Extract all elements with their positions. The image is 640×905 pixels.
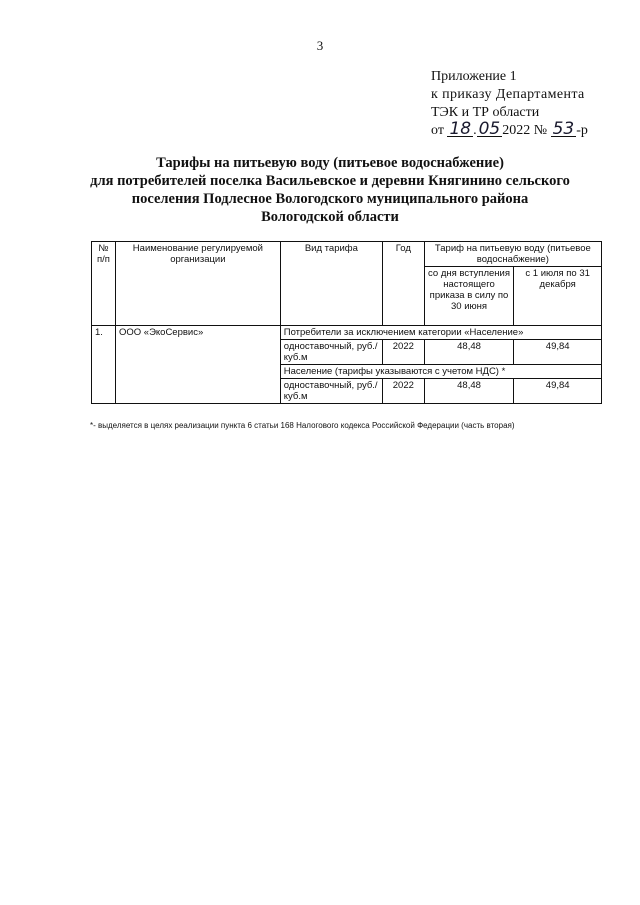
appendix-order-ref: к приказу Департамента [431, 87, 585, 102]
header-type: Вид тарифа [280, 242, 382, 326]
header-period-2: с 1 июля по 31 декабря [514, 267, 602, 326]
group-2-year: 2022 [382, 379, 424, 404]
date-year: 2022 [502, 123, 531, 138]
group-2-label: Население (тарифы указываются с учетом НДС) * [280, 365, 601, 379]
group-1-year: 2022 [382, 340, 424, 365]
header-period-1: со дня вступления настоящего приказа в силу по 30 июня [424, 267, 514, 326]
header-tariff-group: Тариф на питьевую воду (питьевое водоснабжение) [424, 242, 601, 267]
table-header-row [92, 242, 602, 267]
header-num: № п/п [92, 242, 116, 326]
appendix-department: ТЭК и ТР области [431, 105, 540, 120]
group-1-period-1: 48,48 [424, 340, 514, 365]
appendix-title: Приложение 1 [431, 69, 517, 84]
footnote: *- выделяется в целях реализации пункта 6 статьи 168 Налогового кодекса Российской Федерации (часть вторая) [90, 421, 515, 430]
title-line-3: поселения Подлесное Вологодского муниципального района [131, 191, 529, 207]
group-2-period-1: 48,48 [424, 379, 514, 404]
number-sign: № [533, 123, 548, 138]
date-prefix: от [431, 123, 444, 138]
title-line-4: Вологодской области [261, 209, 399, 225]
title-line-1: Тарифы на питьевую воду (питьевое водоснабжение) [156, 155, 504, 171]
group-1-label: Потребители за исключением категории «Население» [280, 326, 601, 340]
appendix-block [431, 68, 588, 140]
handwritten-month: 05 [478, 119, 501, 139]
group-1-type: одноставочный, руб./куб.м [280, 340, 382, 365]
cell-num: 1. [92, 326, 116, 404]
handwritten-order-number: 53 [552, 119, 575, 139]
document-title [60, 154, 600, 226]
table-row [92, 326, 602, 340]
group-2-type: одноставочный, руб./куб.м [280, 379, 382, 404]
date-separator: . [473, 123, 477, 138]
group-1-period-2: 49,84 [514, 340, 602, 365]
header-org: Наименование регулируемой организации [115, 242, 280, 326]
group-2-period-2: 49,84 [514, 379, 602, 404]
tariff-table [91, 241, 602, 404]
handwritten-day: 18 [449, 119, 472, 139]
cell-org: ООО «ЭкоСервис» [115, 326, 280, 404]
title-line-2: для потребителей поселка Васильевское и деревни Княгинино сельского [90, 173, 570, 189]
page-number: 3 [316, 38, 324, 53]
header-year: Год [382, 242, 424, 326]
order-suffix: -р [576, 123, 588, 138]
appendix-date-line [431, 119, 588, 140]
